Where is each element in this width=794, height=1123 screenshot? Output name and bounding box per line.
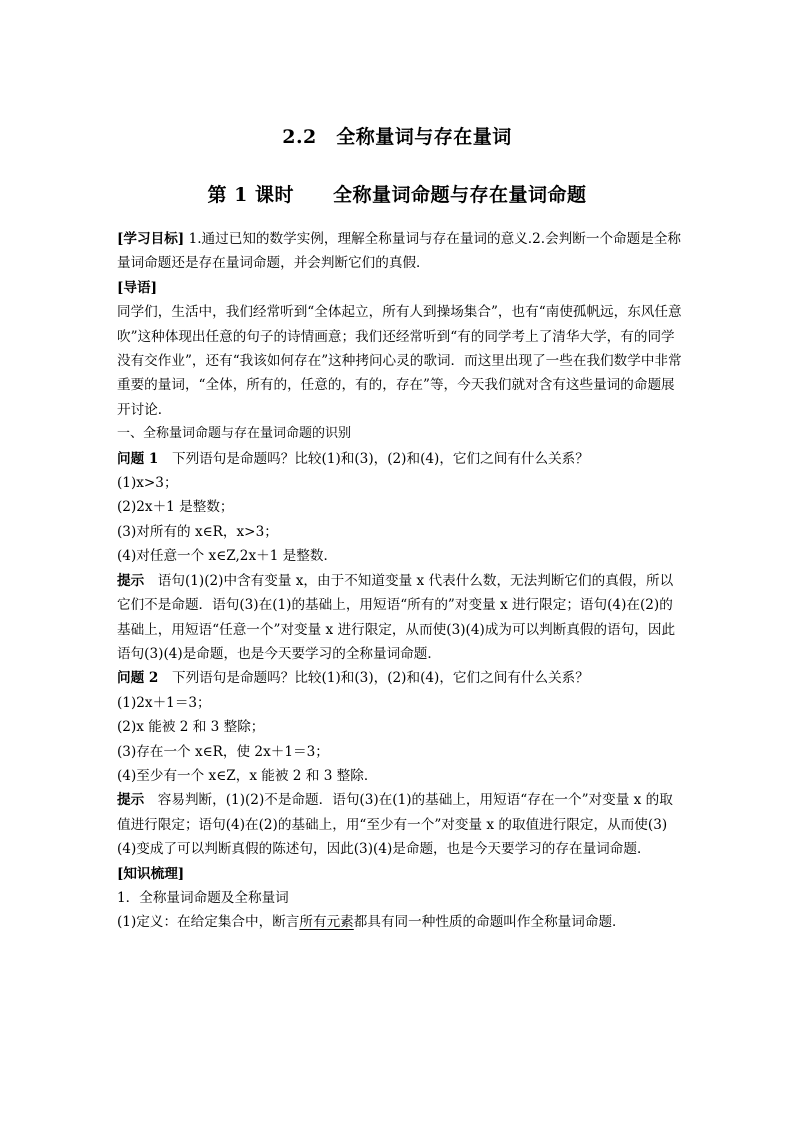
document-body [117,227,683,935]
q2-label: 问题 2 [117,670,159,687]
q1-hint-label: 提示 [117,572,145,589]
q2-item: (2)x 能被 2 和 3 整除； [117,719,265,736]
section1-title: 一、全称量词命题与存在量词命题的识别 [117,426,352,442]
question-1 [117,447,683,471]
definition [117,910,683,934]
section-title: 2.2 全称量词与存在量词 [282,126,512,148]
q1-item: (1)x>3； [117,475,178,492]
definition-suffix: 都具有同一种性质的命题叫作全称量词命题． [353,914,626,931]
definition-underlined: 所有元素 [299,914,354,931]
intro-text: 同学们，生活中，我们经常听到“全体起立，所有人到操场集合”，也有“南使孤帆远，东风任意吹”这种体现出任意的句子的诗情画意；我们还经常听到“有的同学考上了清华大学，有的同学没有交作业”，还有“我该如何存在”这种拷问心灵的歌词．而这里出现了一些在我们数学中非常重要的量词，“全体，所有的，任意的，有的，存在”等，今天我们就对含有这些量词的命题展开讨论． [117,304,682,418]
goals-label: [学习目标] [117,231,185,247]
q2-text: 下列语句是命题吗？比较(1)和(3)，(2)和(4)，它们之间有什么关系？ [158,670,589,687]
q2-hint-text: 容易判断，(1)(2)不是命题．语句(3)在(1)的基础上，用短语“存在一个”对变量 x 的取值进行限定；语句(4)在(2)的基础上，用“至少有一个”对变量 x 的取值进行限定，从而使(3)(4)变成了可以判断真假的陈述句，因此(3)(4)是命题，也是今天要学习的存在量词命题． [117,792,673,858]
q1-item: (2)2x＋1 是整数； [117,499,234,516]
q2-item: (3)存在一个 x∈R，使 2x＋1＝3； [117,743,329,760]
q1-hint [117,569,683,667]
q2-item: (4)至少有一个 x∈Z，x 能被 2 和 3 整除． [117,767,378,784]
q2-hint [117,788,683,861]
knowledge-label: [知识梳理] [117,865,185,882]
lesson-title: 第 1 课时 全称量词命题与存在量词命题 [207,184,587,206]
question-2 [117,666,683,690]
q1-text: 下列语句是命题吗？比较(1)和(3)，(2)和(4)，它们之间有什么关系？ [158,450,589,467]
q1-label: 问题 1 [117,450,159,467]
q1-hint-text: 语句(1)(2)中含有变量 x，由于不知道变量 x 代表什么数，无法判断它们的真假，所以它们不是命题．语句(3)在(1)的基础上，用短语“所有的”对变量 x 进行限定；语句(4)在(2)的基础上，用短语“任意一个”对变量 x 进行限定，从而使(3)(4)成为可以判断真假的语句，因此语句(3)(4)是命题，也是今天要学习的全称量词命题． [117,572,676,662]
knowledge-item-1: 1．全称量词命题及全称量词 [117,889,289,906]
definition-prefix: (1)定义：在给定集合中，断言 [117,914,300,931]
q1-item: (3)对所有的 x∈R，x>3； [117,523,278,540]
q2-item: (1)2x＋1＝3； [117,694,211,711]
intro-label: [导语] [117,279,158,296]
learning-goals [117,227,683,276]
q2-hint-label: 提示 [117,792,145,809]
goals-text: 1.通过已知的数学实例，理解全称量词与存在量词的意义.2.会判断一个命题是全称量词命题还是存在量词命题，并会判断它们的真假． [117,231,682,272]
q1-item: (4)对任意一个 x∈Z,2x＋1 是整数． [117,548,338,565]
